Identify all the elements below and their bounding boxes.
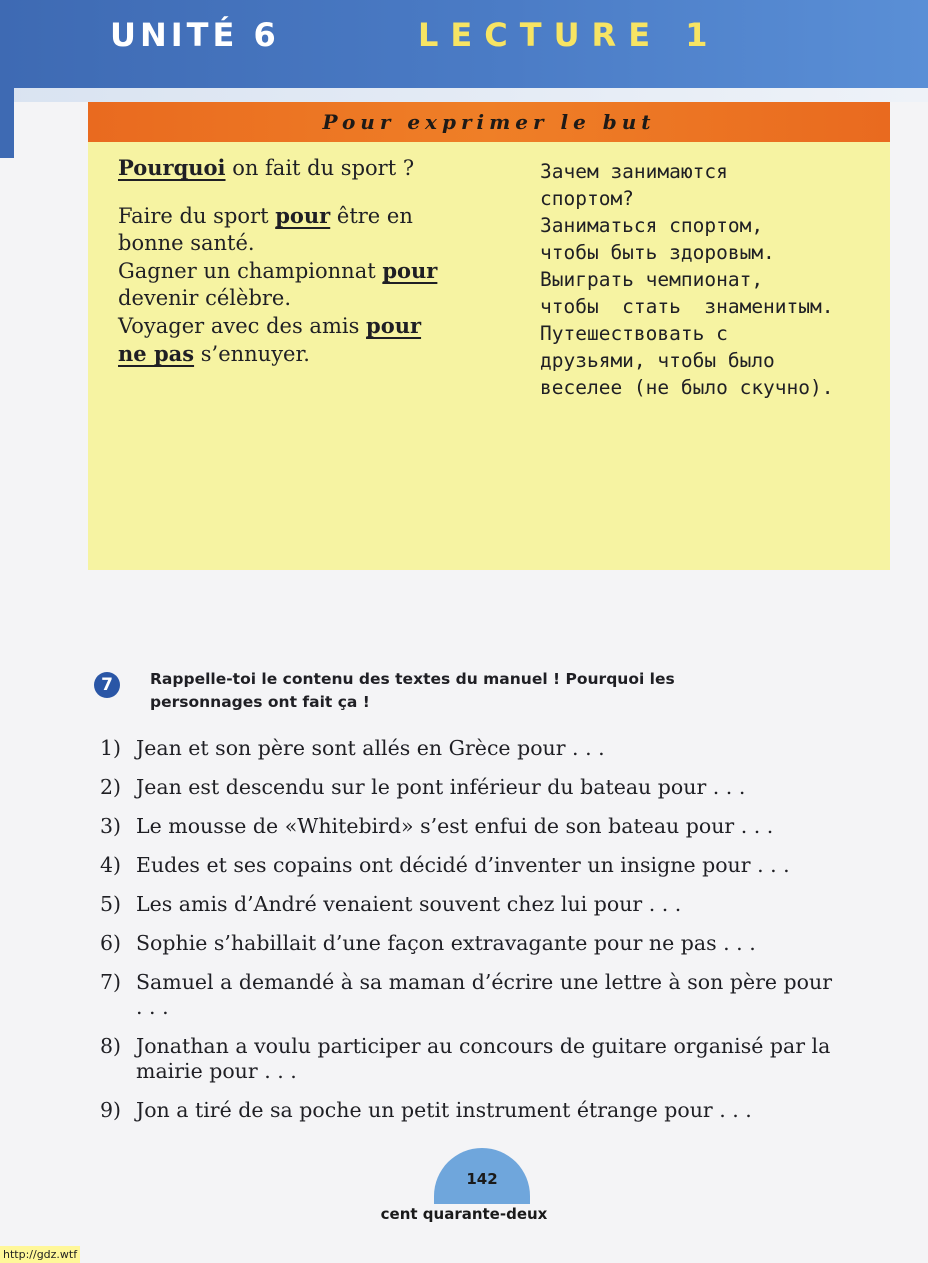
exercise-instruction: Rappelle-toi le contenu des textes du manuel ! Pourquoi les personnages ont fait ça ! [150,670,675,711]
french-column [118,154,518,368]
russian-line: веселее (не было скучно). [540,376,834,399]
grammar-box-title-ribbon [88,102,890,142]
russian-line: Выиграть чемпионат, [540,268,764,291]
list-item: 6) Sophie s’habillait d’une façon extravagante pour ne pas . . . [100,931,756,955]
underlined-word: pour [382,258,438,283]
russian-line: Путешествовать с [540,322,728,345]
french-line: Gagner un championnat pour [118,258,438,283]
list-item: 9) Jon a tiré de sa poche un petit instrument étrange pour . . . [100,1098,752,1122]
french-question: Pourquoi on fait du sport ? [118,155,415,180]
unit-title: UNITÉ 6 [110,16,280,54]
list-item: 1) Jean et son père sont allés en Grèce pour . . . [100,736,605,760]
list-item: 3) Le mousse de «Whitebird» s’est enfui de son bateau pour . . . [100,814,774,838]
list-item: 7) Samuel a demandé à sa maman d’écrire une lettre à son père pour . . . [100,970,832,1019]
list-item: 8) Jonathan a voulu participer au concours de guitare organisé par la mairie pour . . . [100,1034,831,1083]
russian-line: Заниматься спортом, [540,214,764,237]
french-line: Voyager avec des amis pour [118,313,422,338]
exercise-number-badge: 7 [94,672,120,698]
section-title: LECTURE 1 [418,16,720,54]
underlined-word: pour [366,313,422,338]
french-line: bonne santé. [118,231,255,255]
russian-column [540,158,890,401]
list-item: 5) Les amis d’André venaient souvent chez lui pour . . . [100,892,682,916]
underlined-word: ne pas [118,341,195,366]
russian-line: Зачем занимаются [540,160,728,183]
header-shadow-strip [0,88,928,102]
watermark-url: http://gdz.wtf [0,1246,80,1263]
russian-line: спортом? [540,187,634,210]
exercise-items [100,736,900,1137]
page-number-badge: 142 [434,1148,530,1204]
page-number-words: cent quarante-deux [380,1205,548,1223]
russian-line: чтобы стать знаменитым. [540,295,834,318]
underlined-word: Pourquoi [118,155,226,180]
french-line: Faire du sport pour être en [118,203,413,228]
grammar-box-title: Pour exprimer le but [322,110,656,134]
list-item: 2) Jean est descendu sur le pont inférieur du bateau pour . . . [100,775,746,799]
list-item: 4) Eudes et ses copains ont décidé d’inventer un insigne pour . . . [100,853,790,877]
left-accent-band [0,88,14,158]
russian-line: друзьями, чтобы было [540,349,775,372]
french-line: ne pas s’ennuyer. [118,341,310,366]
russian-line: чтобы быть здоровым. [540,241,775,264]
french-line: devenir célèbre. [118,286,292,310]
underlined-word: pour [275,203,331,228]
